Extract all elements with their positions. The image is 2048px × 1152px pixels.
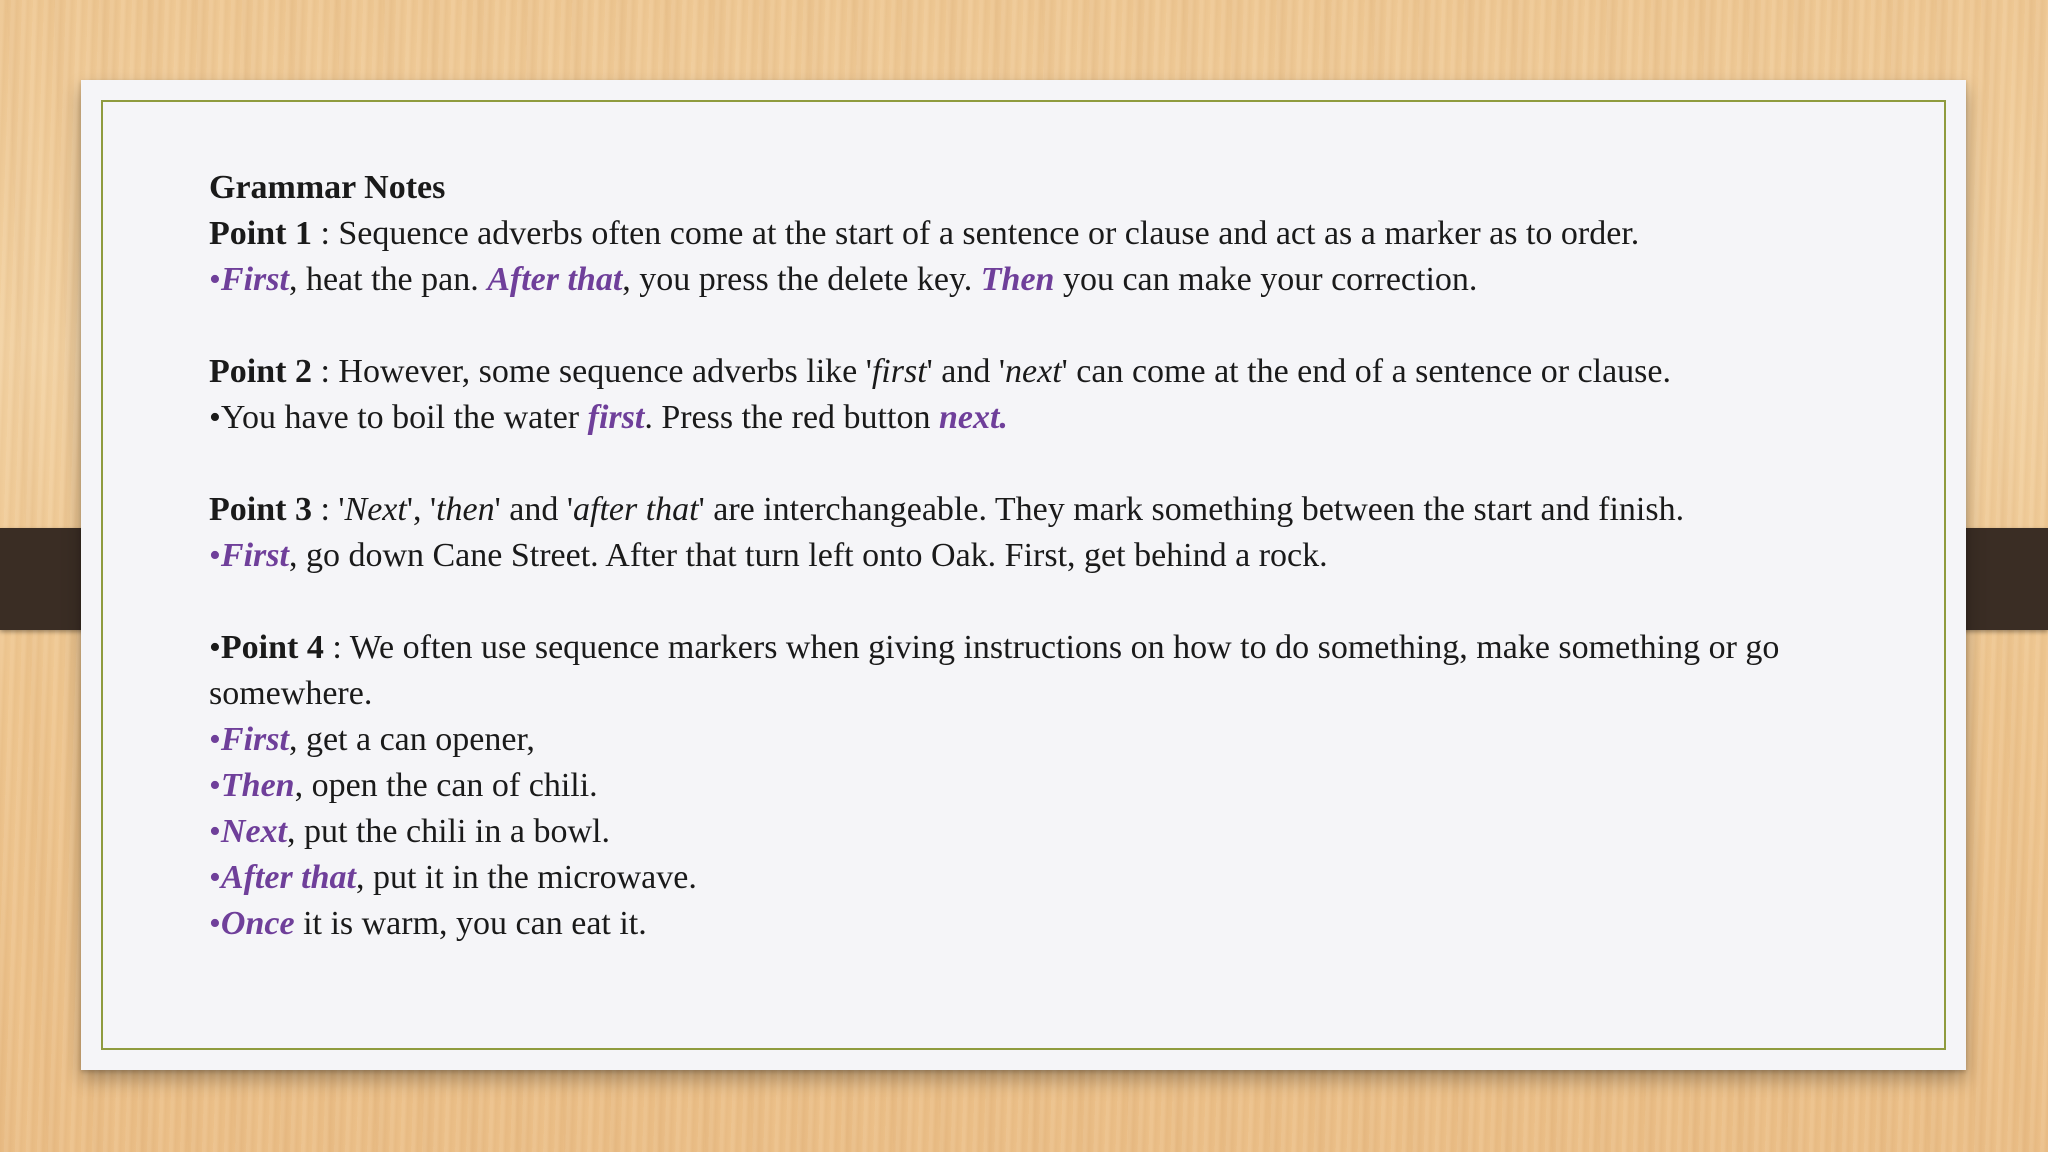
step-item: [209, 855, 1889, 901]
point-2-text: ' can come at the end of a sentence or clause.: [1061, 353, 1671, 390]
step-keyword: Once: [220, 905, 295, 942]
slide-content: [209, 165, 1889, 947]
step-text: , put the chili in a bowl.: [287, 813, 610, 850]
point-2-example: [209, 395, 1889, 441]
point-4: [209, 625, 1889, 717]
keyword-first: First: [220, 261, 289, 298]
point-3-text: ' are interchangeable. They mark something between the start and finish.: [698, 491, 1685, 528]
example-text: , heat the pan.: [288, 261, 488, 298]
spacer: [209, 579, 1889, 625]
keyword-first: First: [220, 537, 289, 574]
point-2-text: : However, some sequence adverbs like ': [311, 353, 872, 390]
bullet: •: [209, 813, 221, 850]
point-1-text: : Sequence adverbs often come at the start of a sentence or clause and act as a marker as to order.: [311, 215, 1640, 252]
point-3-label: Point 3: [209, 491, 312, 528]
example-text: , you press the delete key.: [622, 261, 981, 298]
spacer: [209, 303, 1889, 349]
point-2-text: ' and ': [926, 353, 1006, 390]
keyword-after-that: After that: [487, 261, 623, 298]
step-keyword: Next: [220, 813, 287, 850]
point-3-text: ', ': [406, 491, 437, 528]
bullet: •: [209, 767, 221, 804]
point-2-label: Point 2: [209, 353, 312, 390]
step-keyword: First: [220, 721, 289, 758]
point-3-text: : ': [311, 491, 345, 528]
slide-title: Grammar Notes: [209, 169, 446, 206]
italic-after-that: after that: [573, 491, 699, 528]
step-list: [209, 717, 1889, 947]
example-text: •You have to boil the water: [209, 399, 588, 436]
keyword-then: Then: [980, 261, 1055, 298]
step-text: , open the can of chili.: [294, 767, 598, 804]
spacer: [209, 441, 1889, 487]
step-text: , get a can opener,: [288, 721, 535, 758]
bullet: •: [209, 261, 221, 298]
example-text: you can make your correction.: [1054, 261, 1478, 298]
step-item: [209, 717, 1889, 763]
bullet: •: [209, 537, 221, 574]
example-text: . Press the red button: [644, 399, 939, 436]
italic-then: then: [436, 491, 495, 528]
point-3: [209, 487, 1889, 533]
bullet: •: [209, 859, 221, 896]
bullet: •: [209, 629, 221, 666]
step-keyword: Then: [220, 767, 295, 804]
point-3-text: ' and ': [494, 491, 573, 528]
step-text: , put it in the microwave.: [355, 859, 697, 896]
point-3-example: [209, 533, 1889, 579]
keyword-next: next.: [938, 399, 1008, 436]
step-item: [209, 809, 1889, 855]
point-1-example: [209, 257, 1889, 303]
point-4-label: Point 4: [220, 629, 324, 666]
point-2: [209, 349, 1889, 395]
point-1: [209, 211, 1889, 257]
bullet: •: [209, 905, 221, 942]
example-text: , go down Cane Street. After that turn left onto Oak. First, get behind a rock.: [288, 537, 1328, 574]
point-1-label: Point 1: [209, 215, 312, 252]
keyword-first: first: [587, 399, 645, 436]
step-keyword: After that: [220, 859, 356, 896]
step-text: it is warm, you can eat it.: [294, 905, 647, 942]
point-4-text: : We often use sequence markers when giving instructions on how to do something, make something or go somewhere.: [209, 629, 1780, 712]
italic-next: next: [1005, 353, 1062, 390]
italic-next: Next: [344, 491, 407, 528]
step-item: [209, 901, 1889, 947]
italic-first: first: [871, 353, 927, 390]
bullet: •: [209, 721, 221, 758]
slide-card: [81, 80, 1966, 1070]
step-item: [209, 763, 1889, 809]
